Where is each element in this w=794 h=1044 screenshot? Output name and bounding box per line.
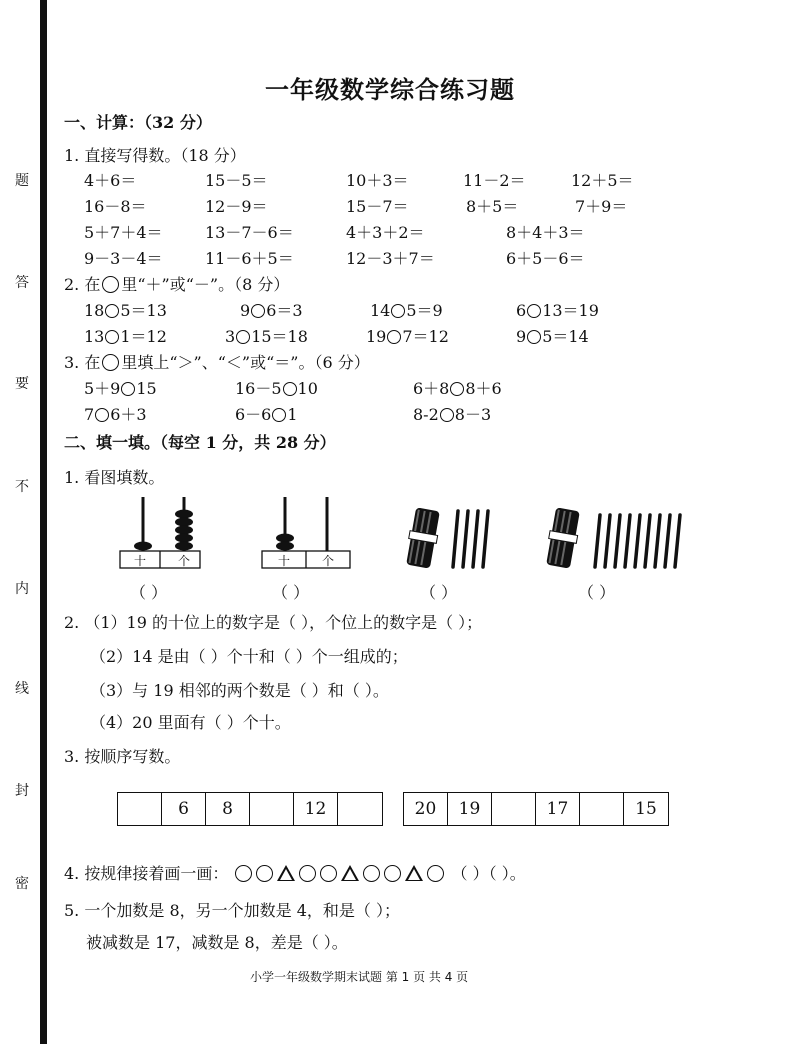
question-label: 3. 在 里填上“＞”、“＜”或“＝”。（6 分）: [64, 353, 370, 372]
problem: 11－6＋5＝: [205, 249, 294, 268]
problem: 12－9＝: [205, 197, 268, 216]
abacus-tens-label: 十: [134, 554, 147, 568]
problem: 15－7＝: [346, 197, 409, 216]
circle-icon: [427, 865, 444, 882]
problem: 4＋3＋2＝: [346, 223, 425, 242]
sequence-cell: 20: [404, 793, 448, 825]
circle-icon: [299, 865, 316, 882]
section-heading: 二、填一填。（每空 1 分，共 28 分）: [64, 433, 336, 452]
side-char: 题: [15, 173, 29, 189]
problem: 5＋7＋4＝: [84, 223, 163, 242]
answer-blank[interactable]: （ ）: [272, 583, 310, 602]
triangle-icon: [277, 865, 295, 881]
sequence-cell: 17: [536, 793, 580, 825]
problem: 16－5 10: [235, 379, 318, 398]
stick-bundle-picture: [545, 505, 690, 571]
answer-circle[interactable]: [272, 408, 286, 422]
binding-bar: [40, 0, 47, 1044]
problem: 6 13＝19: [516, 301, 599, 320]
problem: 8-2 8－3: [413, 405, 492, 424]
problem: 6＋5－6＝: [506, 249, 585, 268]
abacus-ones-label: 个: [322, 554, 335, 568]
sequence-cell: 6: [162, 793, 206, 825]
problem: 14 5＝9: [370, 301, 443, 320]
sequence-boxes: [117, 792, 383, 826]
abacus-ones-label: 个: [178, 554, 191, 568]
sequence-cell[interactable]: [250, 793, 294, 825]
answer-circle[interactable]: [95, 408, 109, 422]
pattern-question: 4. 按规律接着画一画： （ ）（ ）。: [64, 864, 526, 883]
answer-circle[interactable]: [527, 330, 541, 344]
answer-circle[interactable]: [450, 382, 464, 396]
problem: 6－6 1: [235, 405, 298, 424]
sequence-cell[interactable]: [118, 793, 162, 825]
fill-blank-line: 被减数是 17，减数是 8，差是（ ）。: [86, 933, 348, 952]
problem: 10＋3＝: [346, 171, 409, 190]
problem: 12－3＋7＝: [346, 249, 435, 268]
problem: 11－2＝: [463, 171, 526, 190]
circle-icon: [102, 354, 119, 371]
answer-circle[interactable]: [105, 304, 119, 318]
sequence-cell[interactable]: [492, 793, 536, 825]
triangle-icon: [341, 865, 359, 881]
abacus-picture: [260, 495, 352, 571]
fill-blank-line: （2）14 是由（ ）个十和（ ）个一组成的；: [90, 647, 408, 666]
answer-circle[interactable]: [236, 330, 250, 344]
sequence-cell[interactable]: [338, 793, 382, 825]
circle-icon: [256, 865, 273, 882]
page-footer: 小学一年级数学期末试题 第 1 页 共 4 页: [250, 970, 469, 984]
answer-blank[interactable]: （ ）（ ）。: [451, 864, 526, 883]
sequence-boxes: [403, 792, 669, 826]
answer-circle[interactable]: [121, 382, 135, 396]
sequence-cell[interactable]: [580, 793, 624, 825]
problem: 4＋6＝: [84, 171, 137, 190]
side-char: 要: [15, 376, 29, 392]
problem: 8＋4＋3＝: [506, 223, 585, 242]
abacus-tens-label: 十: [278, 554, 291, 568]
problem: 15－5＝: [205, 171, 268, 190]
problem: 12＋5＝: [571, 171, 634, 190]
answer-circle[interactable]: [105, 330, 119, 344]
problem: 9 5＝14: [516, 327, 589, 346]
problem: 3 15＝18: [225, 327, 308, 346]
fill-blank-line: 2. （1）19 的十位上的数字是（ ），个位上的数字是（ ）；: [64, 613, 483, 632]
question-label: 1. 直接写得数。（18 分）: [64, 146, 246, 165]
question-label: 1. 看图填数。: [64, 468, 165, 487]
side-char: 内: [15, 581, 29, 597]
answer-circle[interactable]: [527, 304, 541, 318]
circle-icon: [384, 865, 401, 882]
page-title: 一年级数学综合练习题: [265, 75, 515, 104]
problem: 5＋9 15: [84, 379, 157, 398]
answer-blank[interactable]: （ ）: [578, 583, 616, 602]
answer-circle[interactable]: [251, 304, 265, 318]
problem: 9－3－4＝: [84, 249, 163, 268]
problem: 6＋8 8＋6: [413, 379, 502, 398]
sequence-cell: 19: [448, 793, 492, 825]
answer-circle[interactable]: [387, 330, 401, 344]
fill-blank-line: （3）与 19 相邻的两个数是（ ）和（ ）。: [90, 681, 389, 700]
problem: 16－8＝: [84, 197, 147, 216]
fill-blank-line: 5. 一个加数是 8，另一个加数是 4，和是（ ）；: [64, 901, 400, 920]
circle-icon: [102, 276, 119, 293]
problem: 19 7＝12: [366, 327, 449, 346]
stick-bundle-picture: [405, 505, 495, 571]
problem: 13－7－6＝: [205, 223, 294, 242]
circle-icon: [320, 865, 337, 882]
triangle-icon: [405, 865, 423, 881]
side-char: 不: [15, 479, 29, 495]
side-char: 线: [15, 681, 29, 697]
answer-blank[interactable]: （ ）: [420, 583, 458, 602]
sequence-cell: 12: [294, 793, 338, 825]
question-label: 3. 按顺序写数。: [64, 747, 181, 766]
problem: 9 6＝3: [240, 301, 303, 320]
fill-blank-line: （4）20 里面有（ ）个十。: [90, 713, 291, 732]
sequence-cell: 15: [635, 799, 657, 819]
section-heading: 一、计算：（32 分）: [64, 113, 212, 132]
answer-blank[interactable]: （ ）: [130, 583, 168, 602]
side-char: 答: [15, 275, 29, 291]
answer-circle[interactable]: [391, 304, 405, 318]
circle-icon: [235, 865, 252, 882]
problem: 7 6＋3: [84, 405, 147, 424]
answer-circle[interactable]: [440, 408, 454, 422]
answer-circle[interactable]: [283, 382, 297, 396]
problem: 7＋9＝: [575, 197, 628, 216]
sequence-cell: 8: [206, 793, 250, 825]
circle-icon: [363, 865, 380, 882]
side-char: 密: [15, 876, 29, 892]
problem: 8＋5＝: [466, 197, 519, 216]
side-char: 封: [15, 783, 29, 799]
problem: 18 5＝13: [84, 301, 167, 320]
problem: 13 1＝12: [84, 327, 167, 346]
question-label: 2. 在 里“＋”或“－”。（8 分）: [64, 275, 290, 294]
